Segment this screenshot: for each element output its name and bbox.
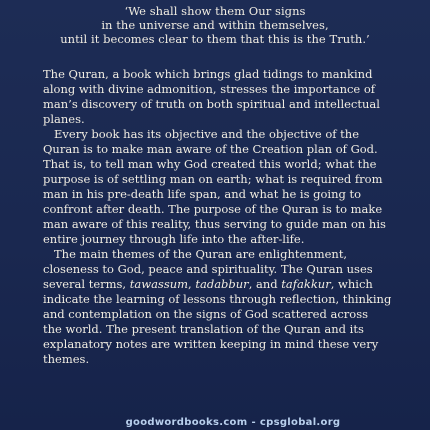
website-cpsglobal: cpsglobal.org [259,417,341,428]
text-line: That is, to tell man why God created this world; what the [43,157,377,171]
paragraph-themes [43,247,392,367]
epigraph-line: ‘We shall show them Our signs [124,4,306,18]
text-line: closeness to God, peace and spirituality. The Quran uses [43,262,373,276]
text-line: explanatory notes are written keeping in mind these very [43,337,379,351]
text-line: man’s discovery of truth on both spiritual and intellectual [43,97,380,111]
term-tadabbur: tadabbur [195,277,249,291]
text-line: the world. The present translation of the Quran and its [43,322,364,336]
paragraph-objective [43,127,389,247]
text-line: Every book has its objective and the objective of the [54,127,360,141]
text-line: planes. [43,112,85,126]
publisher-websites [118,417,348,430]
term-tawassum: tawassum [129,277,189,291]
epigraph-line: in the universe and within themselves, [101,18,329,32]
text-line: entire journey through life into the after-life. [43,232,305,246]
text-line: The Quran, a book which brings glad tidings to mankind [43,67,373,81]
description-text [43,67,392,367]
text-fragment: , [188,277,196,291]
paragraph-intro [43,67,389,127]
text-line: The main themes of the Quran are enlightenment, [54,247,348,261]
text-line-with-terms [43,277,389,292]
website-separator: - [251,417,256,428]
text-fragment: , which [330,277,373,291]
text-line: Quran is to make man aware of the Creation plan of God. [43,142,378,156]
epigraph-quote [0,4,430,46]
website-goodwordbooks: goodwordbooks.com [125,417,248,428]
text-fragment: several terms, [43,277,130,291]
term-tafakkur: tafakkur [281,277,331,291]
text-line: and contemplation on the signs of God scattered across [43,307,368,321]
text-line: man aware of this reality, thus serving to guide man on his [43,217,386,231]
epigraph-line: until it becomes clear to them that this is the Truth.’ [60,32,370,46]
text-line: indicate the learning of lessons through reflection, thinking [43,292,392,306]
text-line: man in his pre-death life span, and what he is going to [43,187,362,201]
text-line: along with divine admonition, stresses the importance of [43,82,376,96]
text-line: purpose is of settling man on earth; what is required from [43,172,383,186]
text-fragment: , and [248,277,282,291]
text-line: confront after death. The purpose of the Quran is to make [43,202,383,216]
text-line: themes. [43,352,90,366]
